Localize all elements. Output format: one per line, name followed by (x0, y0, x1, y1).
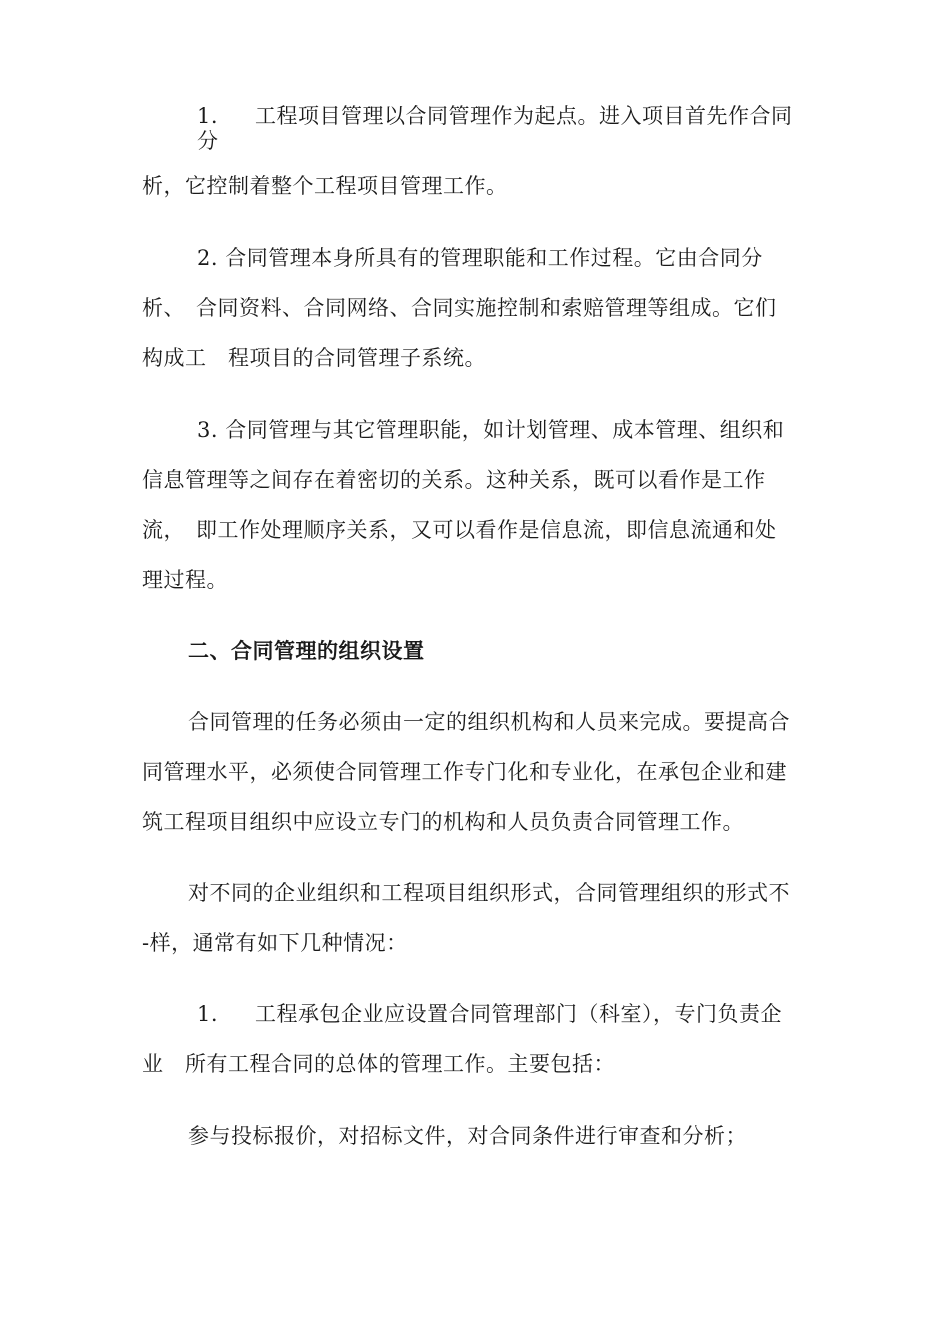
item4-number: 1. (197, 1002, 219, 1026)
item2-line1: 2. 合同管理本身所具有的管理职能和工作过程。它由合同分 (197, 246, 763, 270)
item3-line4: 理过程。 (142, 568, 228, 592)
item4-line2: 业 所有工程合同的总体的管理工作。主要包括： (142, 1052, 615, 1076)
para1-line2: 同管理水平，必须使合同管理工作专门化和专业化，在承包企业和建 (142, 760, 787, 784)
para2-line1: 对不同的企业组织和工程项目组织形式，合同管理组织的形式不 (188, 881, 790, 905)
para2-line2: -样，通常有如下几种情况： (142, 931, 408, 955)
item1-line3: 析，它控制着整个工程项目管理工作。 (142, 174, 508, 198)
item1-number: 1. (197, 104, 219, 128)
item4-text: 工程承包企业应设置合同管理部门（科室），专门负责企 (255, 1002, 782, 1026)
item4-line1 (197, 1001, 837, 1027)
item3-line2: 信息管理等之间存在着密切的关系。这种关系，既可以看作是工作 (142, 468, 766, 492)
item2-line3: 构成工 程项目的合同管理子系统。 (142, 346, 486, 370)
section-heading: 二、合同管理的组织设置 (188, 639, 425, 663)
item2-line2: 析、 合同资料、合同网络、合同实施控制和索赔管理等组成。它们 (142, 296, 777, 320)
item1-line2: 分 (197, 129, 219, 153)
item3-line1: 3. 合同管理与其它管理职能，如计划管理、成本管理、组织和 (197, 418, 785, 442)
para3-line1: 参与投标报价，对招标文件，对合同条件进行审查和分析； (188, 1124, 747, 1148)
item1-line1 (197, 103, 837, 129)
item3-line3: 流， 即工作处理顺序关系，又可以看作是信息流，即信息流通和处 (142, 518, 777, 542)
para1-line1: 合同管理的任务必须由一定的组织机构和人员来完成。要提高合 (188, 710, 790, 734)
item1-text: 工程项目管理以合同管理作为起点。进入项目首先作合同 (255, 104, 793, 128)
para1-line3: 筑工程项目组织中应设立专门的机构和人员负责合同管理工作。 (142, 810, 744, 834)
